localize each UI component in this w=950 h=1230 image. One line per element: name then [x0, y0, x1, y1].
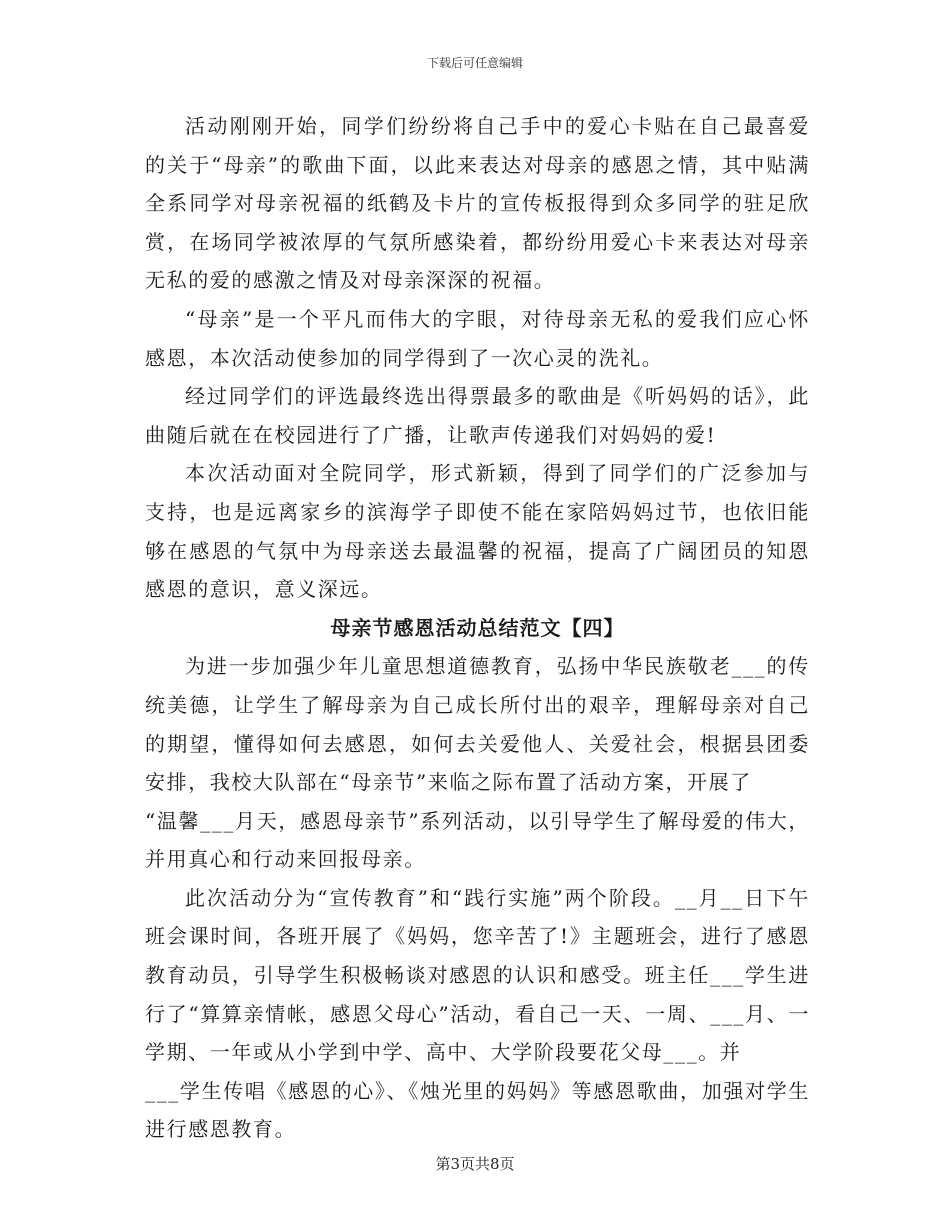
paragraph-moral-education-continued: “温馨___月天，感恩母亲节”系列活动，以引导学生了解母爱的伟大，并用真心和行动来回报母亲。 — [145, 808, 810, 872]
paragraph-mother-word: “母亲”是一个平凡而伟大的字眼，对待母亲无私的爱我们应心怀感恩，本次活动使参加的同学得到了一次心灵的洗礼。 — [145, 306, 810, 370]
header-note: 下载后可任意编辑 — [426, 56, 523, 70]
paragraph-activity-summary: 本次活动面对全院同学，形式新颖，得到了同学们的广泛参加与支持，也是远离家乡的滨海学子即使不能在家陪妈妈过节，也依旧能够在感恩的气氛中为母亲送去最温馨的祝福，提高了广阔团员的知恩感恩的意识，意义深远。 — [145, 461, 810, 602]
paragraph-activity-stages: 此次活动分为“宣传教育”和“践行实施”两个阶段。__月__日下午班会课时间，各班开展了《妈妈，您辛苦了!》主题班会，进行了感恩教育动员，引导学生积极畅谈对感恩的认识和感受。班主任___学生进行了“算算亲情帐，感恩父母心”活动，看自己一天、一周、___月、一学期、一年或从小学到中学、高中、大学阶段要花父母___。并 — [145, 885, 810, 1065]
page-indicator: 第3页共8页 — [435, 1155, 515, 1173]
paragraph-song-selection: 经过同学们的评选最终选出得票最多的歌曲是《听妈妈的话》，此曲随后就在在校园进行了广播，让歌声传递我们对妈妈的爱! — [145, 384, 810, 447]
document-body — [145, 107, 810, 1149]
section-title: 母亲节感恩活动总结范文【四】 — [330, 615, 625, 640]
paragraph-activity-start: 活动刚刚开始，同学们纷纷将自己手中的爱心卡贴在自己最喜爱的关于“母亲”的歌曲下面，以此来表达对母亲的感恩之情，其中贴满全系同学对母亲祝福的纸鹤及卡片的宣传板报得到众多同学的驻足欣赏，在场同学被浓厚的气氛所感染着，都纷纷用爱心卡来表达对母亲无私的爱的感激之情及对母亲深深的祝福。 — [145, 114, 810, 293]
paragraph-activity-stages-continued: ___学生传唱《感恩的心》、《烛光里的妈妈》等感恩歌曲，加强对学生进行感恩教育。 — [145, 1078, 810, 1142]
paragraph-moral-education: 为进一步加强少年儿童思想道德教育，弘扬中华民族敬老___的传统美德，让学生了解母亲为自己成长所付出的艰辛，理解母亲对自己的期望，懂得如何去感恩，如何去关爱他人、关爱社会，根据县团委安排，我校大队部在“母亲节”来临之际布置了活动方案，开展了 — [145, 654, 810, 795]
